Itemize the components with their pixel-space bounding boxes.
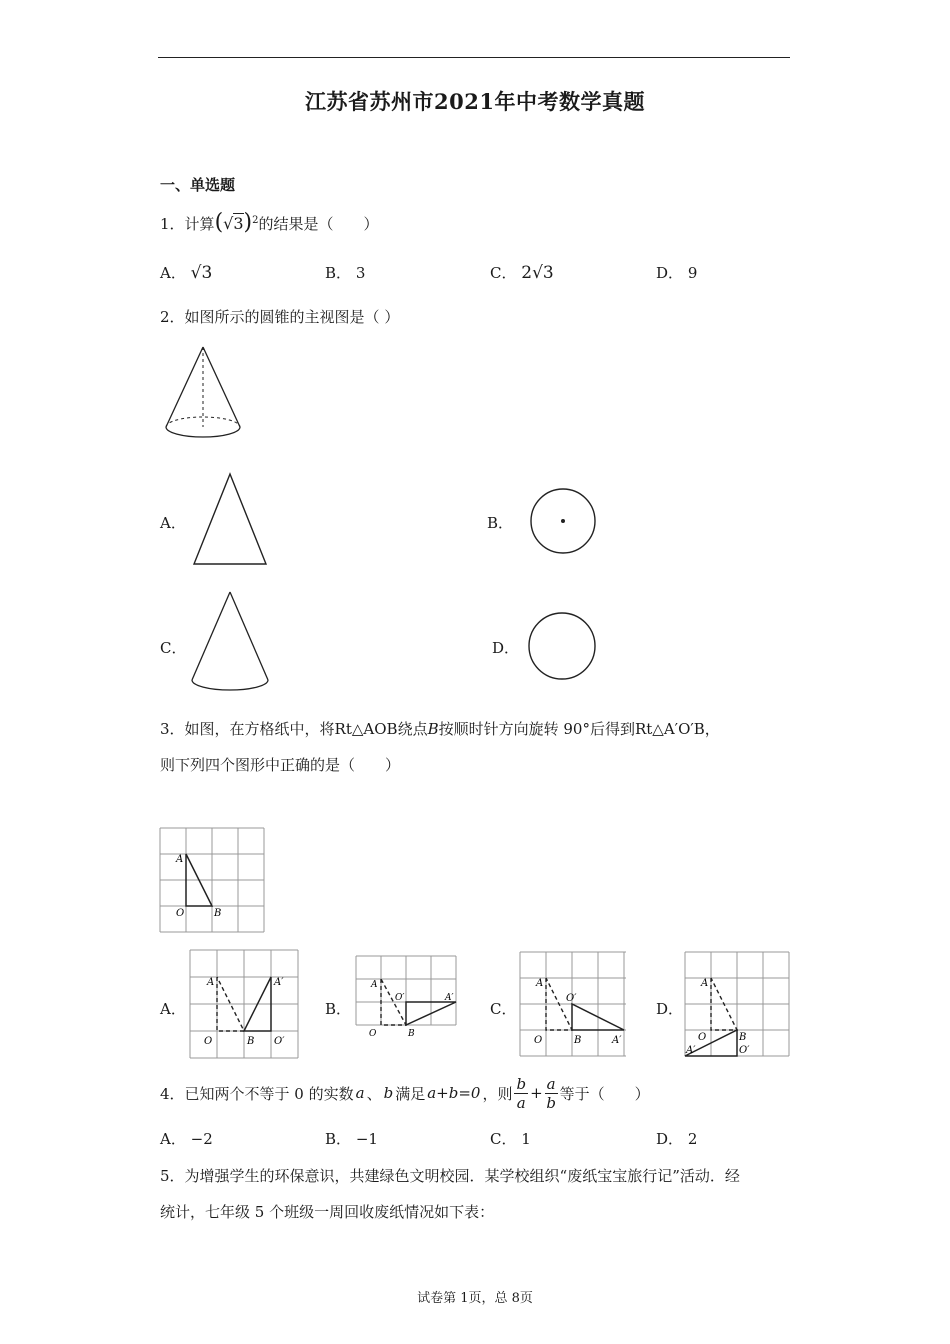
fraction-a-over-b: $\frac{a}{b}$ [546,1074,556,1112]
svg-text:A: A [701,978,709,989]
q2-option-c[interactable]: C． [160,639,187,657]
q3-option-c[interactable]: C． [490,1000,517,1018]
page-title: 江苏省苏州市2021年中考数学真题 [305,89,645,114]
svg-text:A: A [207,977,215,988]
cone-3d-figure [160,342,246,442]
svg-text:A: A [371,980,378,990]
svg-text:B: B [247,1036,255,1047]
fraction-b-over-a: $\frac{b}{a}$ [516,1074,527,1112]
q1-sqrt: √3 [223,214,244,233]
svg-text:A′: A′ [612,1035,622,1046]
question-3-line-1: 3．如图，在方格纸中，将Rt△AOB绕点B按顺时针方向旋转 90°后得到Rt△A′O′B， [160,720,720,738]
svg-text:A: A [536,978,544,989]
q1-option-a[interactable]: A． √3 [160,263,213,283]
svg-text:O: O [369,1029,377,1039]
q3-original-grid [160,828,266,934]
q1-text-after: 的结果是（ ） [258,215,379,233]
svg-text:B: B [408,1029,415,1039]
q4-option-b[interactable]: B． −1 [325,1130,378,1148]
q3-option-d[interactable]: D． [656,1000,684,1018]
q3-option-c-grid [520,952,630,1060]
q3-option-d-grid [685,952,791,1058]
svg-text:O: O [534,1035,543,1046]
q2-option-b[interactable]: B． [487,514,514,532]
q1-number: 1． [160,215,185,233]
q4-option-a[interactable]: A． −2 [160,1130,213,1148]
question-4: 4．已知两个不等于 0 的实数 a 、 b 满足 a+b=0 ，则 $\frac{b}{a}$ + $\frac{a}{b}$ 等于（ ） [160,1074,650,1112]
triangle-figure [190,470,270,570]
page-footer: 试卷第 1页，总 8页 [417,1291,533,1306]
question-3-line-2: 则下列四个图形中正确的是（ ） [160,756,401,774]
q4-option-d[interactable]: D． 2 [656,1130,698,1148]
circle-figure [526,610,598,682]
cone-front-figure [188,588,272,696]
svg-text:O: O [698,1032,707,1043]
svg-text:O′: O′ [395,993,405,1003]
q2-option-a[interactable]: A． [160,514,186,532]
q2-option-d[interactable]: D． [492,639,520,657]
header-rule [158,57,790,58]
circle-with-dot-figure [528,486,598,556]
svg-text:A′: A′ [686,1045,696,1056]
q3-option-b-grid [356,956,460,1040]
svg-text:O: O [204,1036,213,1047]
q1-text-before: 计算 [184,215,215,233]
question-5-line-1: 5．为增强学生的环保意识，共建绿色文明校园．某学校组织“废纸宝宝旅行记”活动．经 [160,1167,740,1185]
svg-text:A: A [176,854,184,865]
question-1: 1．计算$(√3)^2$的结果是（ ） [160,210,379,235]
svg-text:O′: O′ [566,993,577,1004]
svg-text:B: B [214,908,222,919]
svg-text:A′: A′ [274,977,284,988]
q1-option-b[interactable]: B． 3 [325,264,366,282]
q4-option-c[interactable]: C． 1 [490,1130,531,1148]
q3-option-a[interactable]: A． [160,1000,186,1018]
q1-exponent: 2 [252,215,259,226]
q1-option-c[interactable]: C． 2√3 [490,263,554,283]
question-5-line-2: 统计，七年级 5 个班级一周回收废纸情况如下表： [160,1203,495,1221]
question-2: 2．如图所示的圆锥的主视图是（ ） [160,308,400,326]
svg-text:B: B [574,1035,582,1046]
svg-text:B: B [739,1032,747,1043]
q1-option-d[interactable]: D． 9 [656,264,698,282]
q3-option-b[interactable]: B． [325,1000,352,1018]
svg-text:O′: O′ [739,1045,750,1056]
section-heading: 一、单选题 [160,176,236,194]
svg-text:O: O [176,908,185,919]
svg-text:A′: A′ [445,993,454,1003]
svg-text:O′: O′ [274,1036,285,1047]
q3-option-a-grid [190,950,300,1060]
